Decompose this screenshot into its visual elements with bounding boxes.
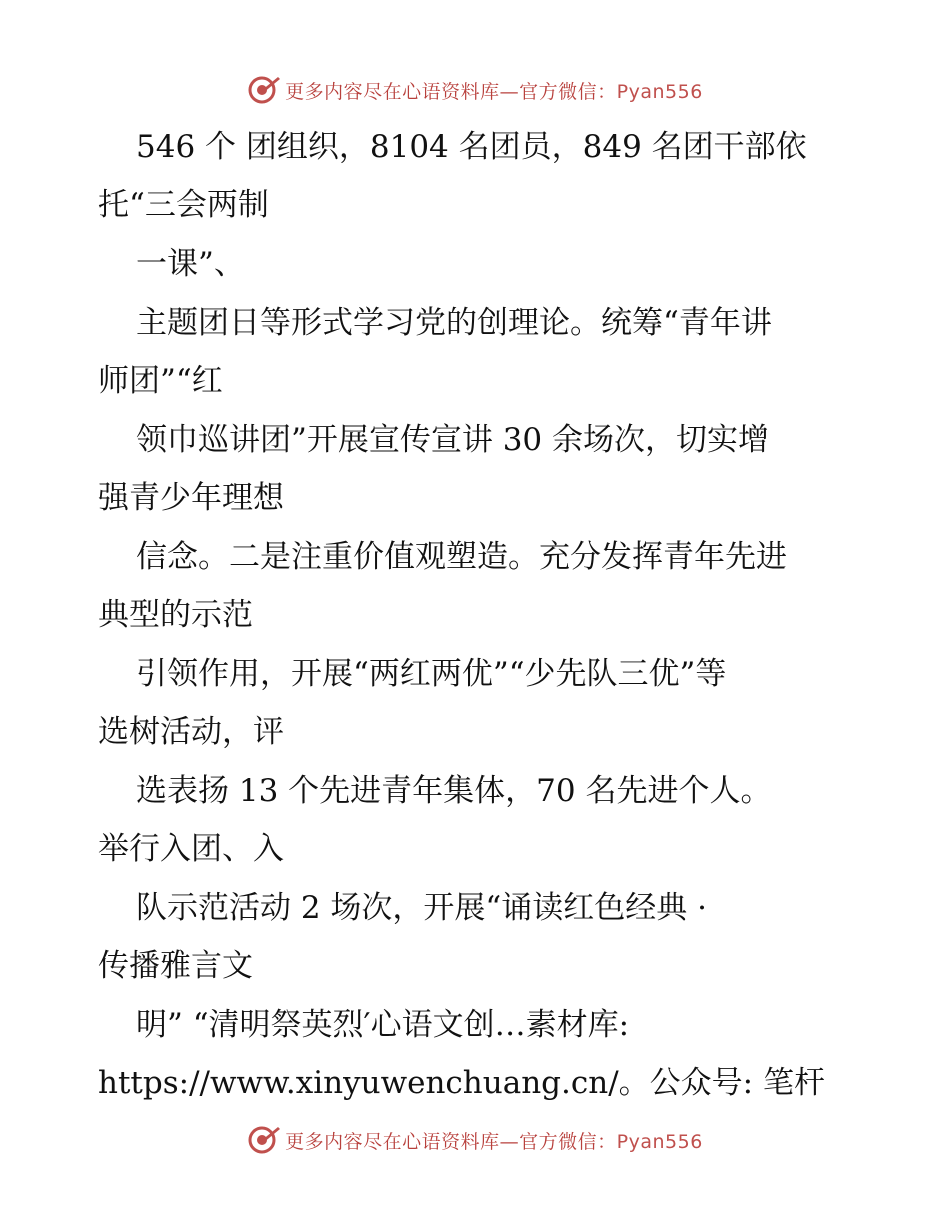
text-line: 主题团日等形式学习党的创理论。统筹“青年讲	[136, 305, 772, 341]
text-line: 托“三会两制	[98, 187, 269, 223]
text-line: 明” “清明祭英烈′心语文创…素材库:	[136, 1007, 630, 1043]
text-line: 一课”、	[136, 246, 245, 282]
text-line: 选树活动，评	[98, 714, 284, 750]
pen-logo-icon	[247, 1123, 281, 1157]
text-line: 领巾巡讲团”开展宣传宣讲 30 余场次，切实增	[136, 422, 770, 458]
footer-watermark	[0, 1120, 950, 1160]
text-line: 强青少年理想	[98, 480, 284, 516]
text-line: 传播雅言文	[98, 948, 253, 984]
text-line: 信念。二是注重价值观塑造。充分发挥青年先进	[136, 539, 787, 575]
text-line: 引领作用，开展“两红两优”“少先队三优”等	[136, 656, 727, 692]
text-line: 546 个 团组织，8104 名团员，849 名团干部依	[136, 129, 807, 165]
text-line: 队示范活动 2 场次，开展“诵读红色经典 ·	[136, 890, 707, 926]
text-line: https://www.xinyuwenchuang.cn/。公众号: 笔杆	[98, 1065, 825, 1101]
text-line: 举行入团、入	[98, 831, 284, 867]
text-line: 师团”“红	[98, 363, 223, 399]
watermark-text: 更多内容尽在心语资料库—官方微信：Pyan556	[285, 80, 703, 103]
text-line: 选表扬 13 个先进青年集体，70 名先进个人。	[136, 773, 772, 809]
watermark-text: 更多内容尽在心语资料库—官方微信：Pyan556	[285, 1130, 703, 1153]
text-line: 典型的示范	[98, 597, 253, 633]
